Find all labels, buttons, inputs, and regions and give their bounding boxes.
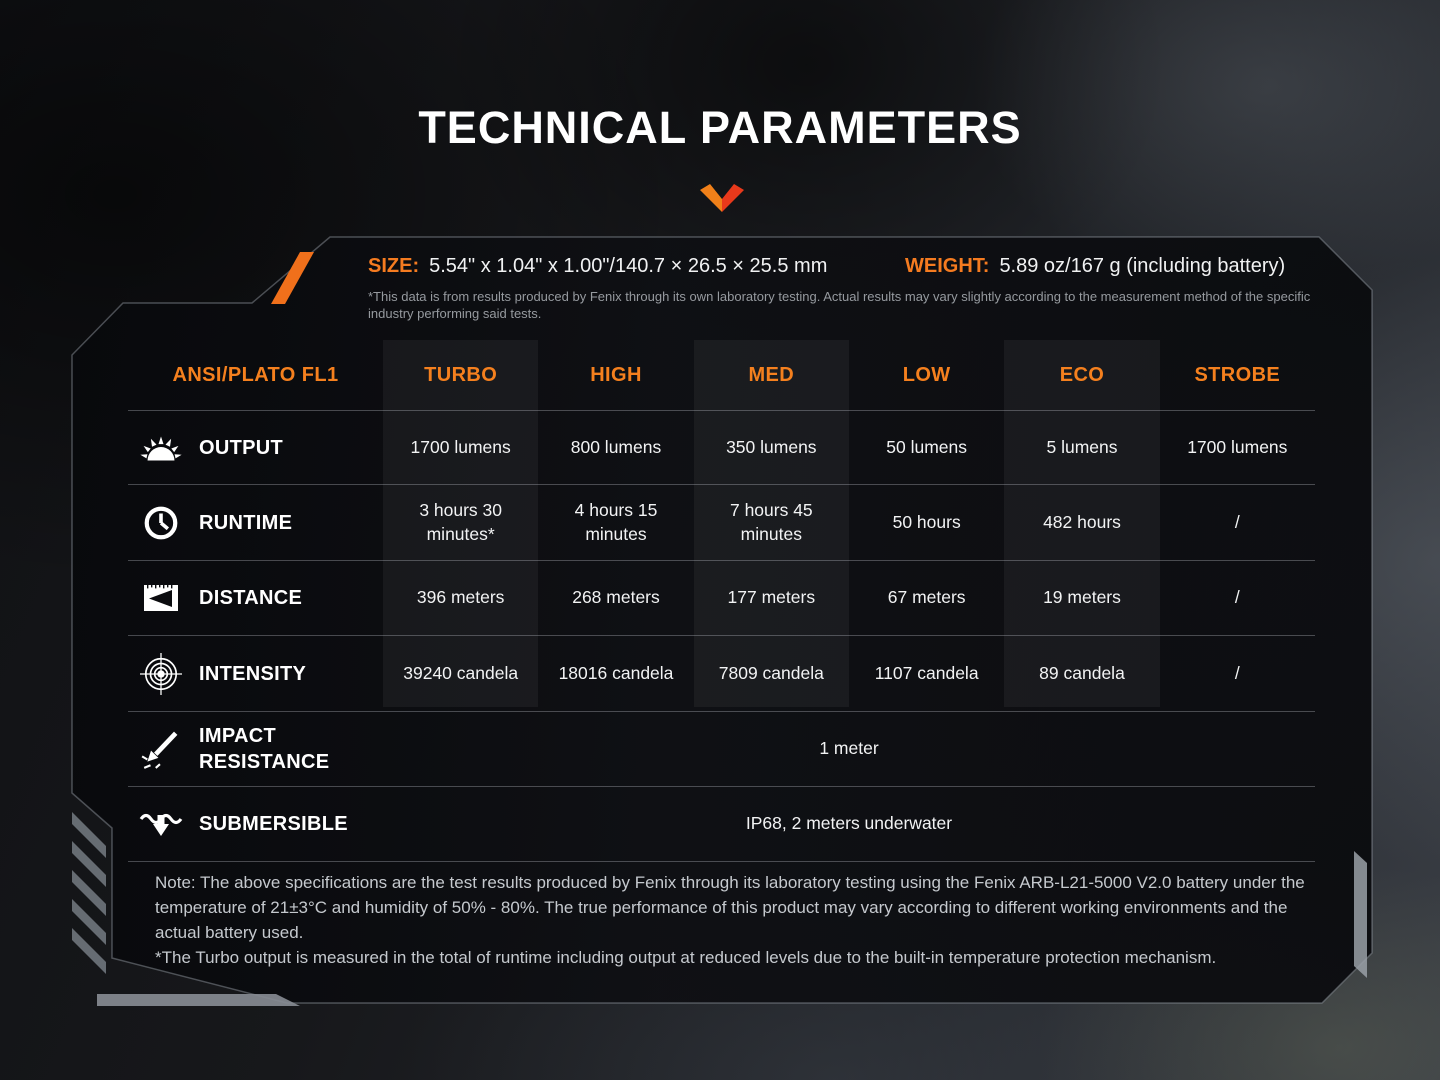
page-title: TECHNICAL PARAMETERS [418, 102, 1022, 153]
row-label-distance: DISTANCE [199, 587, 303, 609]
intensity-med: 7809 candela [718, 662, 824, 683]
weight-value: 5.89 oz/167 g (including battery) [999, 255, 1286, 277]
row-label-intensity: INTENSITY [199, 662, 307, 685]
chevron-down-icon [698, 183, 746, 217]
output-med: 350 lumens [726, 436, 817, 457]
header-med: MED [748, 363, 795, 386]
runtime-eco: 482 hours [1043, 511, 1121, 532]
output-high: 800 lumens [570, 436, 662, 457]
intensity-low: 1107 candela [874, 662, 979, 683]
bottom-wedge-accent [97, 994, 300, 1006]
intensity-eco: 89 candela [1039, 662, 1125, 683]
water-submersible-icon [136, 808, 186, 840]
distance-eco: 19 meters [1043, 587, 1121, 608]
distance-turbo: 396 meters [416, 587, 505, 608]
submersible-label-cell [128, 808, 383, 840]
size-spec [368, 255, 827, 278]
sun-output-icon [136, 432, 186, 464]
distance-strobe: / [1234, 587, 1240, 608]
output-label-cell [128, 432, 383, 464]
runtime-med: 7 hours 45 minutes [729, 499, 813, 544]
table-row-distance [128, 561, 1315, 636]
row-label-impact: IMPACT RESISTANCE [199, 725, 330, 773]
runtime-turbo: 3 hours 30 minutes* [419, 499, 503, 544]
size-value: 5.54" x 1.04" x 1.00"/140.7 × 26.5 × 25.5 mm [429, 255, 828, 277]
note-main: Note: The above specifications are the test results produced by Fenix through its laboratory testing using the Fenix ARB-L21-5000 V2.0 battery under the temperature of 21±3°C and humidity of 50% - 80%. The true performance of this product may vary according to different working environments and the actual battery used. [155, 873, 1305, 942]
target-intensity-icon [136, 653, 186, 695]
intensity-strobe: / [1234, 662, 1240, 683]
size-label: SIZE: [368, 255, 420, 277]
weight-label: WEIGHT: [905, 255, 990, 277]
header-eco: ECO [1059, 363, 1105, 386]
intensity-turbo: 39240 candela [403, 662, 519, 683]
header-ansi: ANSI/PLATO FL1 [172, 363, 339, 386]
row-label-output: OUTPUT [199, 436, 284, 459]
table-header-row [128, 340, 1315, 411]
table-row-impact-resistance [128, 712, 1315, 787]
intensity-high: 18016 candela [558, 662, 674, 683]
header-turbo: TURBO [424, 363, 498, 386]
output-eco: 5 lumens [1046, 436, 1118, 457]
weight-spec [905, 255, 1285, 278]
distance-flag-icon [136, 581, 186, 615]
clock-icon [136, 504, 186, 542]
left-stripe-accents [72, 812, 106, 974]
row-label-runtime: RUNTIME [199, 511, 293, 534]
footer-notes [155, 871, 1313, 971]
output-low: 50 lumens [886, 436, 968, 457]
note-turbo: *The Turbo output is measured in the total of runtime including output at reduced levels due to the built-in temperature protection mechanism. [155, 947, 1217, 967]
intensity-label-cell [128, 653, 383, 695]
output-strobe: 1700 lumens [1187, 436, 1288, 457]
header-strobe: STROBE [1194, 363, 1281, 386]
submersible-value: IP68, 2 meters underwater [745, 813, 953, 834]
right-bar-accent [1354, 851, 1367, 978]
runtime-strobe: / [1234, 511, 1240, 532]
runtime-label-cell [128, 504, 383, 542]
table-row-submersible [128, 787, 1315, 862]
distance-med: 177 meters [727, 587, 816, 608]
output-turbo: 1700 lumens [410, 436, 511, 457]
impact-arrow-icon [136, 728, 186, 770]
spec-table [128, 340, 1315, 862]
header-high: HIGH [590, 363, 642, 386]
row-label-submersible: SUBMERSIBLE [199, 813, 348, 835]
runtime-high: 4 hours 15 minutes [574, 499, 658, 544]
impact-label-cell [128, 723, 383, 775]
header-low: LOW [902, 363, 951, 386]
table-row-intensity [128, 636, 1315, 712]
distance-high: 268 meters [572, 587, 660, 608]
distance-label-cell [128, 581, 383, 615]
distance-low: 67 meters [887, 587, 966, 608]
runtime-low: 50 hours [892, 511, 961, 532]
impact-value: 1 meter [819, 738, 879, 759]
table-row-runtime [128, 485, 1315, 561]
table-row-output [128, 411, 1315, 485]
lab-disclaimer: *This data is from results produced by Fenix through its own laboratory testing. Actual results may vary slightly according to the measurement method of the specific industry performing said tests. [368, 289, 1311, 321]
